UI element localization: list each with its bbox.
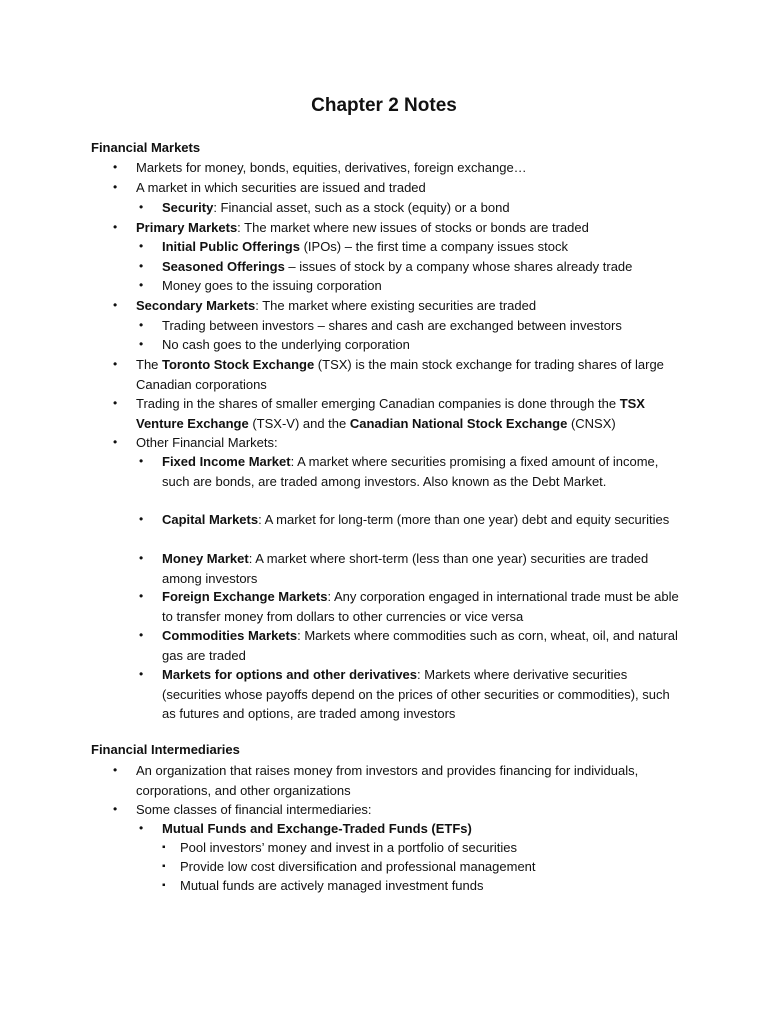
bold-term: TSX Venture Exchange bbox=[136, 396, 645, 431]
bold-term: Fixed Income Market bbox=[162, 454, 291, 469]
list-item bbox=[162, 838, 680, 858]
text-segment: (CNSX) bbox=[567, 415, 616, 431]
list-item-text bbox=[162, 551, 648, 586]
list-item-text bbox=[162, 821, 472, 836]
text-segment: Money goes to the issuing corporation bbox=[162, 278, 382, 293]
bullet-icon: • bbox=[139, 337, 144, 351]
list-item-text bbox=[136, 435, 278, 450]
list-item-text bbox=[162, 512, 669, 527]
text-segment: Trading between investors – shares and cash are exchanged between investors bbox=[162, 318, 622, 333]
list-item bbox=[162, 857, 680, 877]
list-item bbox=[139, 626, 682, 665]
list-item-text bbox=[162, 259, 632, 274]
text-segment: Pool investors’ money and invest in a portfolio of securities bbox=[180, 840, 517, 855]
list-item bbox=[113, 800, 684, 820]
page-title: Chapter 2 Notes bbox=[311, 95, 457, 116]
bullet-icon: • bbox=[113, 220, 118, 234]
list-item bbox=[113, 394, 684, 433]
bullet-icon: • bbox=[139, 259, 144, 273]
list-item-text bbox=[162, 200, 510, 215]
bold-term: Markets for options and other derivatives bbox=[162, 667, 418, 682]
bold-term: Primary Markets bbox=[136, 220, 238, 235]
list-item bbox=[113, 433, 684, 453]
bullet-icon: • bbox=[139, 667, 144, 681]
bold-term: Foreign Exchange Markets bbox=[162, 589, 328, 604]
square-bullet-icon: ▪ bbox=[162, 842, 166, 853]
list-item-text bbox=[162, 318, 622, 333]
bullet-icon: • bbox=[113, 298, 118, 312]
bold-term: Mutual Funds and Exchange-Traded Funds (ETFs) bbox=[162, 821, 472, 836]
list-item bbox=[139, 819, 682, 839]
bullet-icon: • bbox=[139, 551, 144, 565]
text-segment: : The market where new issues of stocks or bonds are traded bbox=[237, 220, 589, 235]
bullet-icon: • bbox=[139, 278, 144, 292]
list-item-text bbox=[162, 239, 568, 254]
text-segment: (TSX-V) and the bbox=[248, 415, 350, 431]
square-bullet-icon: ▪ bbox=[162, 880, 166, 891]
list-item-text bbox=[162, 628, 678, 663]
list-item bbox=[139, 665, 682, 724]
list-item-text bbox=[136, 396, 645, 431]
bullet-icon: • bbox=[113, 160, 118, 174]
list-item bbox=[139, 452, 682, 491]
bullet-icon: • bbox=[139, 200, 144, 214]
text-segment: : A market where securities promising a fixed amount of income, such are bonds, are traded among investors. Also known as the Debt Market. bbox=[162, 454, 659, 489]
list-item bbox=[113, 761, 684, 800]
list-item bbox=[139, 335, 682, 355]
square-bullet-icon: ▪ bbox=[162, 861, 166, 872]
bullet-icon: • bbox=[139, 318, 144, 332]
text-segment: : A market where short-term (less than one year) securities are traded among investors bbox=[162, 551, 649, 586]
bullet-icon: • bbox=[139, 454, 144, 468]
text-segment: No cash goes to the underlying corporation bbox=[162, 337, 410, 352]
list-item-text bbox=[162, 337, 410, 352]
bullet-icon: • bbox=[113, 396, 118, 410]
bold-term: Commodities Markets bbox=[162, 628, 298, 643]
bold-term: Money Market bbox=[162, 551, 249, 566]
list-item bbox=[139, 316, 682, 336]
list-item-text bbox=[136, 180, 426, 195]
section-heading-financial-intermediaries: Financial Intermediaries bbox=[91, 742, 240, 757]
text-segment: : Markets where derivative securities (securities whose payoffs depend on the prices of other securities or commodities), such as futures and options, are traded among investors bbox=[162, 667, 670, 721]
text-segment: An organization that raises money from investors and provides financing for individuals, corporations, and other organizations bbox=[136, 763, 639, 798]
section-heading-financial-markets: Financial Markets bbox=[91, 140, 201, 155]
bullet-icon: • bbox=[113, 802, 118, 816]
text-segment: A market in which securities are issued and traded bbox=[136, 180, 426, 195]
bold-term: Canadian National Stock Exchange bbox=[349, 415, 568, 431]
bullet-icon: • bbox=[139, 821, 144, 835]
list-item-text bbox=[180, 840, 517, 855]
list-item bbox=[139, 198, 682, 218]
list-item bbox=[139, 510, 682, 530]
list-item-text bbox=[162, 667, 670, 721]
bullet-icon: • bbox=[139, 512, 144, 526]
text-segment: Mutual funds are actively managed investment funds bbox=[180, 878, 484, 893]
list-item bbox=[139, 237, 682, 257]
list-item bbox=[139, 587, 682, 626]
list-item bbox=[113, 355, 684, 394]
bullet-icon: • bbox=[113, 763, 118, 777]
list-item bbox=[113, 218, 684, 238]
bold-term: Security bbox=[162, 200, 214, 215]
text-segment: : Any corporation engaged in international trade must be able to transfer money from dollars to other currencies or vice versa bbox=[162, 589, 679, 624]
list-item bbox=[113, 178, 684, 198]
text-segment: : A market for long-term (more than one year) debt and equity securities bbox=[258, 512, 670, 527]
bullet-icon: • bbox=[113, 435, 118, 449]
bold-term: Toronto Stock Exchange bbox=[162, 357, 315, 372]
list-item bbox=[113, 158, 684, 178]
list-item-text bbox=[136, 802, 372, 817]
text-segment: (IPOs) – the first time a company issues stock bbox=[299, 239, 568, 254]
list-item-text bbox=[162, 454, 658, 489]
text-segment: Markets for money, bonds, equities, derivatives, foreign exchange… bbox=[136, 160, 527, 175]
text-segment: The bbox=[136, 357, 163, 372]
list-item bbox=[162, 876, 680, 896]
text-segment: : Financial asset, such as a stock (equity) or a bond bbox=[213, 200, 510, 215]
text-segment: Other Financial Markets: bbox=[136, 435, 278, 450]
bullet-icon: • bbox=[139, 239, 144, 253]
text-segment: Provide low cost diversification and professional management bbox=[180, 859, 536, 874]
list-item-text bbox=[136, 298, 536, 313]
bullet-icon: • bbox=[139, 589, 144, 603]
list-item-text bbox=[162, 589, 679, 624]
text-segment: – issues of stock by a company whose shares already trade bbox=[284, 259, 633, 274]
text-segment: : Markets where commodities such as corn, wheat, oil, and natural gas are traded bbox=[162, 628, 678, 663]
text-segment: (TSX) is the main stock exchange for trading shares of large Canadian corporations bbox=[136, 357, 664, 392]
list-item-text bbox=[162, 278, 382, 293]
list-item bbox=[113, 296, 684, 316]
text-segment: : The market where existing securities are traded bbox=[255, 298, 537, 313]
bullet-icon: • bbox=[113, 357, 118, 371]
bold-term: Secondary Markets bbox=[136, 298, 256, 313]
list-item-text bbox=[136, 763, 638, 798]
list-item-text bbox=[180, 859, 536, 874]
bold-term: Initial Public Offerings bbox=[162, 239, 300, 254]
bold-term: Seasoned Offerings bbox=[162, 259, 285, 274]
list-item bbox=[139, 257, 682, 277]
list-item bbox=[139, 549, 682, 588]
list-item-text bbox=[180, 878, 484, 893]
list-item-text bbox=[136, 220, 589, 235]
list-item-text bbox=[136, 357, 664, 392]
bullet-icon: • bbox=[113, 180, 118, 194]
list-item-text bbox=[136, 160, 527, 175]
list-item bbox=[139, 276, 682, 296]
text-segment: Trading in the shares of smaller emerging Canadian companies is done through the bbox=[136, 396, 620, 411]
bullet-icon: • bbox=[139, 628, 144, 642]
bold-term: Capital Markets bbox=[162, 512, 259, 527]
text-segment: Some classes of financial intermediaries: bbox=[136, 802, 372, 817]
